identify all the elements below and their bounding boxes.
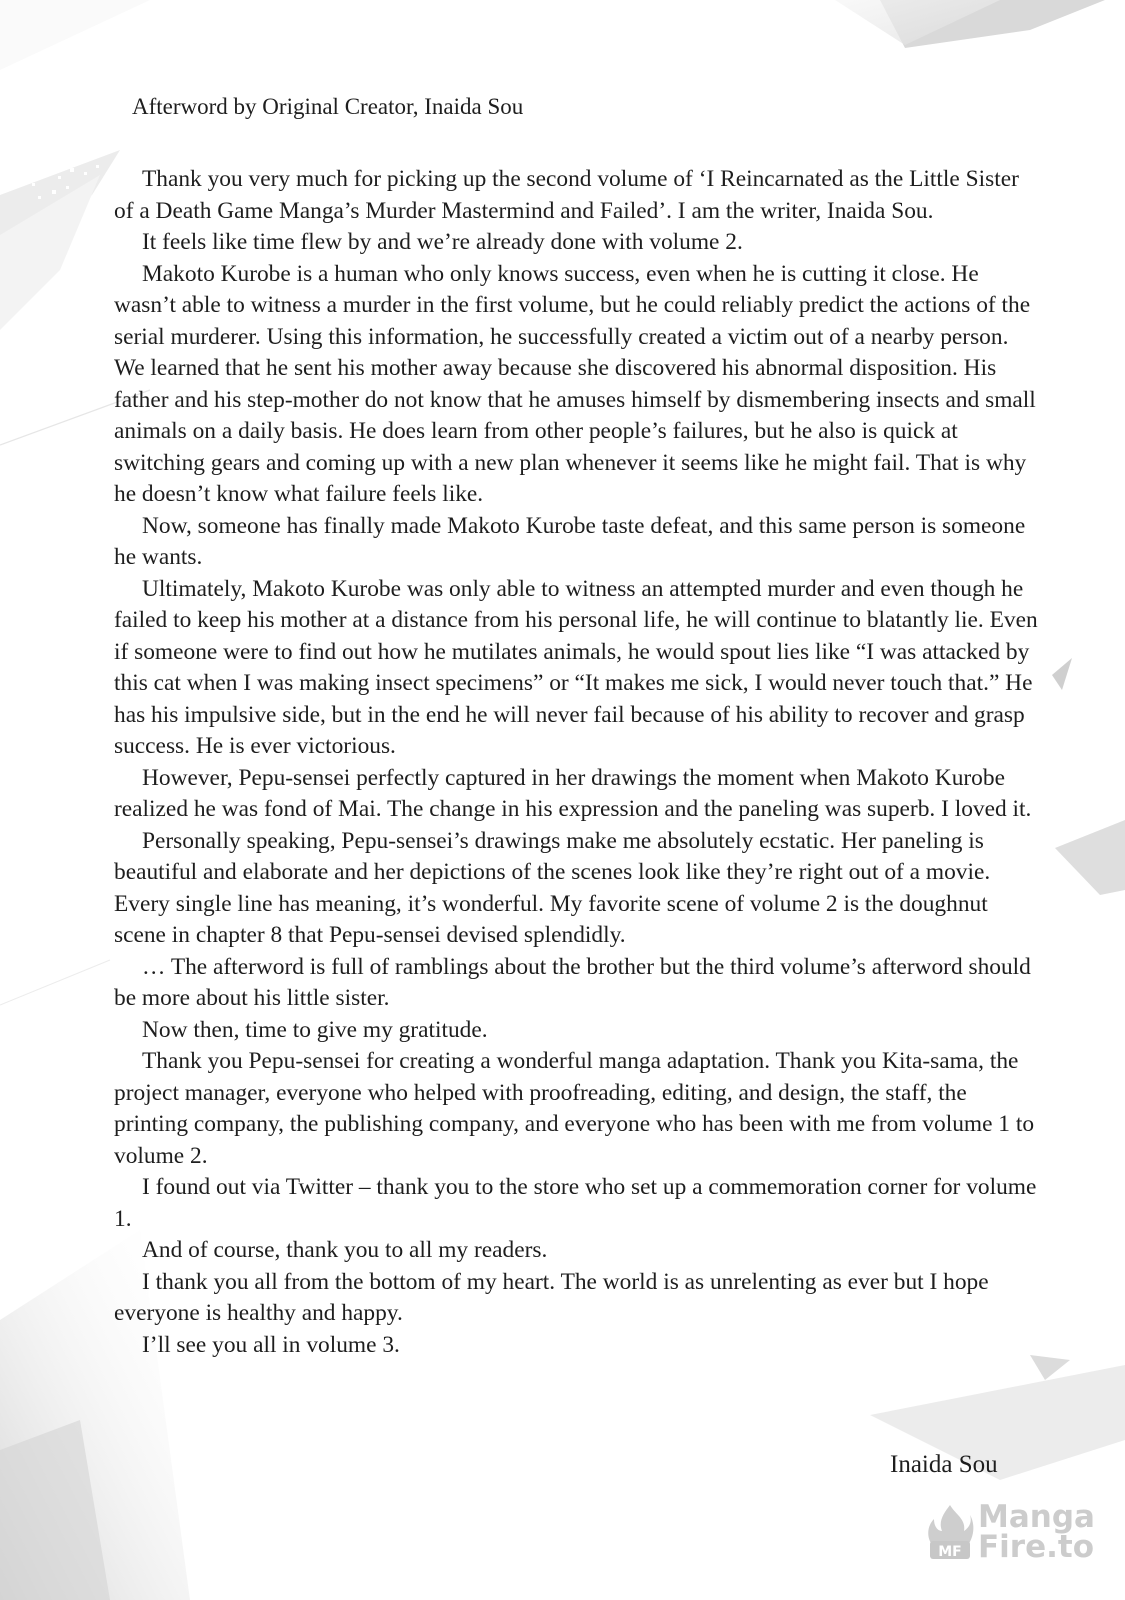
svg-text:MF: MF [938,1544,962,1560]
paragraph: It feels like time flew by and we’re already done with volume 2. [142,229,743,255]
watermark-line-1: Manga [978,1499,1095,1535]
afterword-body [114,164,1044,1361]
afterword-heading: Afterword by Original Creator, Inaida Sou [132,94,524,119]
paragraph: Personally speaking, Pepu-sensei’s drawings make me absolutely ecstatic. Her paneling is beautiful and elaborate and her depictions of the scenes look like they’re right out of a movie. Every single line has meaning, it’s wonderful. My favorite scene of volume 2 is the doughnut scene in chapter 8 that Pepu-sensei devised splendidly. [114,827,991,948]
flame-mf-logo-icon [926,1503,974,1561]
paragraph: Now then, time to give my gratitude. [142,1016,488,1043]
right-large-shard [1055,820,1125,895]
watermark-line-2: Fire.to [978,1529,1095,1565]
paragraph: However, Pepu-sensei perfectly captured in her drawings the moment when Makoto Kurobe realized he was fond of Mai. The change in his expression and the paneling was superb. I loved it. [114,764,1032,822]
paragraph: I thank you all from the bottom of my heart. The world is as unrelenting as ever but I hope everyone is healthy and happy. [114,1268,989,1326]
paragraph: Makoto Kurobe is a human who only knows success, even when he is cutting it close. He wasn’t able to witness a murder in the first volume, but he could reliably predict the actions of the serial murderer. Using this information, he successfully created a victim out of a nearby person. We learned that he sent his mother away because she discovered his abnormal disposition. His father and his step-mother do not know that he amuses himself by dismembering insects and small animals on a daily basis. He does learn from other people’s failures, but he also is quick at switching gears and coming up with a new plan whenever it seems like he might fail. That is why he doesn’t know what failure feels like. [114,260,1036,507]
paragraph: Thank you very much for picking up the second volume of ‘I Reincarnated as the Little Sister of a Death Game Manga’s Murder Mastermind and Failed’. I am the writer, Inaida Sou. [114,166,1019,224]
author-signature: Inaida Sou [890,1451,998,1478]
paragraph: And of course, thank you to all my readers. [142,1237,548,1263]
paragraph: Ultimately, Makoto Kurobe was only able to witness an attempted murder and even though he failed to keep his mother at a distance from his personal life, he will continue to blatantly lie. Even if someone were to find out how he mutilates animals, he would spout lies like “I was attacked by this cat when I was making insect specimens” or “It makes me sick, I would never touch that.” He has his impulsive side, but in the end he will never fail because of his ability to recover and grasp success. He is ever victorious. [114,575,1038,759]
paragraph: Now, someone has finally made Makoto Kurobe taste defeat, and this same person is someone he wants. [114,512,1026,570]
paragraph: I found out via Twitter – thank you to the store who set up a commemoration corner for volume 1. [114,1174,1037,1232]
mangafire-watermark [926,1499,1095,1565]
paragraph: … The afterword is full of ramblings about the brother but the third volume’s afterword should be more about his little sister. [114,953,1031,1011]
right-small-shard [1052,658,1072,690]
paragraph: Thank you Pepu-sensei for creating a wonderful manga adaptation. Thank you Kita-sama, the project manager, everyone who helped with proofreading, editing, and design, the staff, the printing company, the publishing company, and everyone who has been with me from volume 1 to volume 2. [114,1048,1035,1169]
paragraph: I’ll see you all in volume 3. [142,1331,400,1358]
